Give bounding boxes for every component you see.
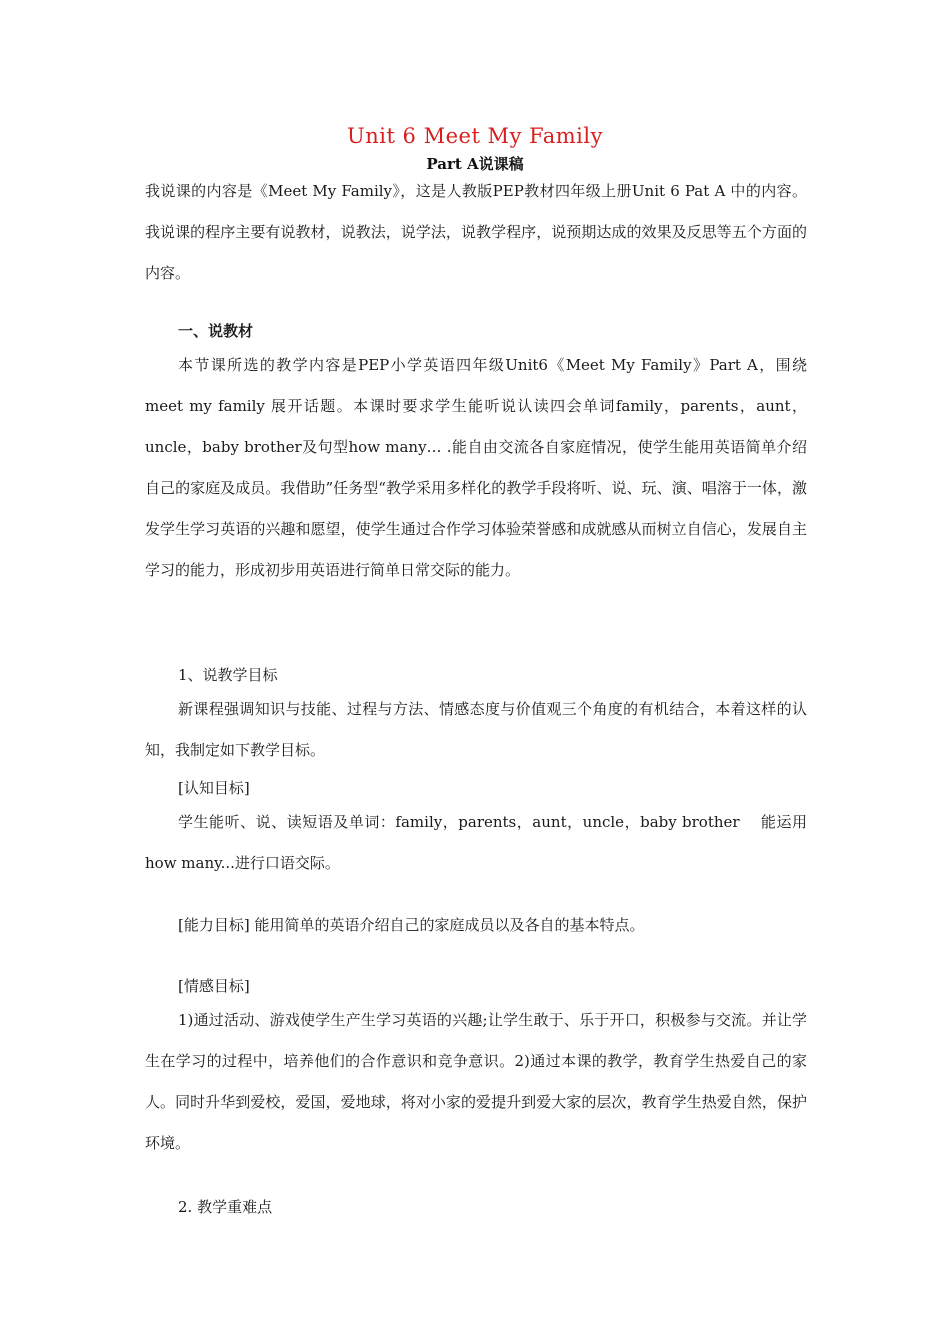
document-subtitle: Part A说课稿 <box>426 155 524 173</box>
emotion-goal-label: [情感目标] <box>178 977 250 995</box>
section-heading-textbook: 一、说教材 <box>178 322 254 340</box>
cognitive-goal-label: [认知目标] <box>178 779 250 797</box>
goals-paragraph: 新课程强调知识与技能、过程与方法、情感态度与价值观三个角度的有机结合，本着这样的认知，我制定如下教学目标。 <box>145 700 807 759</box>
document-title: Unit 6 Meet My Family <box>347 124 603 148</box>
cognitive-goal-text: 学生能听、说、读短语及单词：family，parents，aunt，uncle，baby brother 能运用 how many...进行口语交际。 <box>145 813 807 872</box>
ability-goal: [能力目标] 能用简单的英语介绍自己的家庭成员以及各自的基本特点。 <box>178 916 645 934</box>
section-heading-keypoints: 2. 教学重难点 <box>178 1198 273 1216</box>
emotion-goal-text: 1)通过活动、游戏使学生产生学习英语的兴趣;让学生敢于、乐于开口，积极参与交流。并让学生在学习的过程中，培养他们的合作意识和竞争意识。2)通过本课的教学，教育学生热爱自己的家人。同时升华到爱校，爱国，爱地球，将对小家的爱提升到爱大家的层次，教育学生热爱自然，保护环境。 <box>145 1011 807 1152</box>
goals-heading: 1、说教学目标 <box>178 666 278 684</box>
textbook-paragraph: 本节课所选的教学内容是PEP小学英语四年级Unit6《Meet My Family》Part A，围绕 meet my family 展开话题。本课时要求学生能听说认读四会单词family，parents，aunt，uncle，baby brother及句型how many… .能自由交流各自家庭情况，使学生能用英语简单介绍自己的家庭及成员。我借助”任务型“教学采用多样化的教学手段将听、说、玩、演、唱溶于一体，激发学生学习英语的兴趣和愿望，使学生通过合作学习体验荣誉感和成就感从而树立自信心，发展自主学习的能力，形成初步用英语进行简单日常交际的能力。 <box>145 356 807 579</box>
intro-paragraph: 我说课的内容是《Meet My Family》，这是人教版PEP教材四年级上册Unit 6 Pat A 中的内容。我说课的程序主要有说教材，说教法，说学法，说教学程序，说预期达成的效果及反思等五个方面的内容。 <box>145 182 807 282</box>
